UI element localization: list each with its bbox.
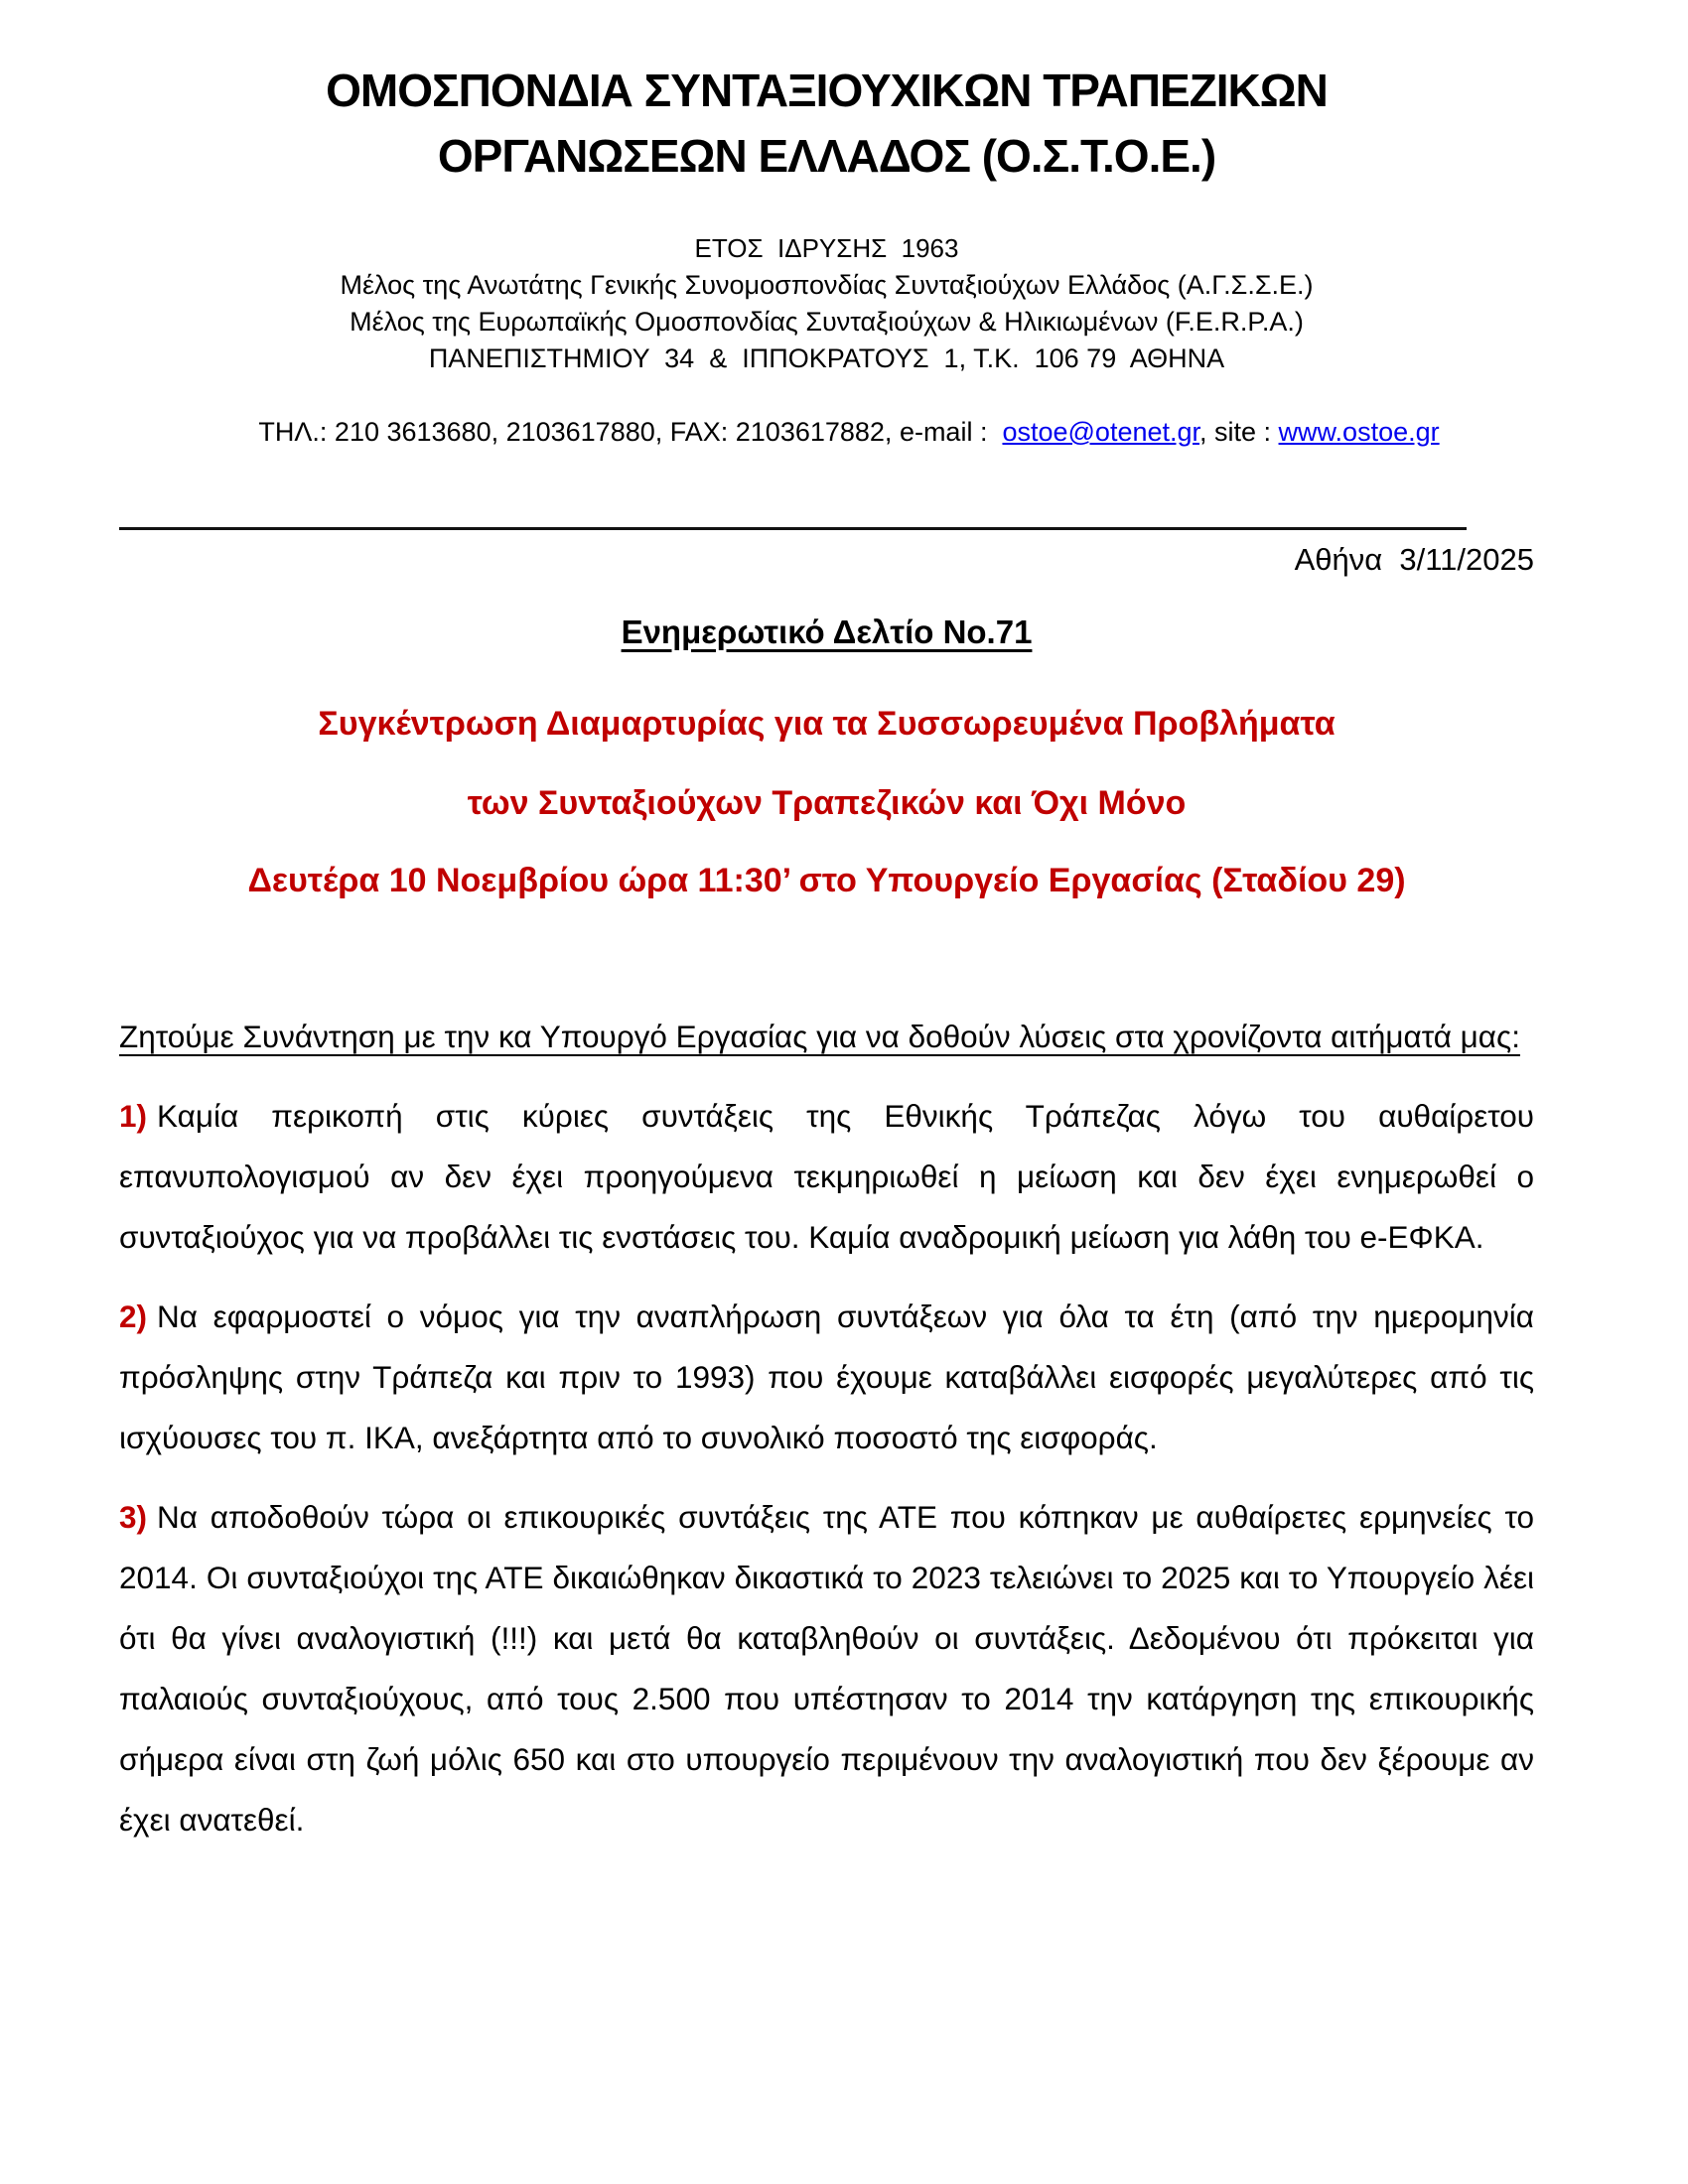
item-1-text: Καμία περικοπή στις κύριες συντάξεις της Εθνικής Τράπεζας λόγω του αυθαίρετου επανυπολογισμού αν δεν έχει προηγούμενα τεκμηριωθεί η μείωση και δεν έχει ενημερωθεί ο συνταξιούχος για να προβάλλει τις ενστάσεις του. Καμία αναδρομική μείωση για λάθη του e-ΕΦΚΑ.	[119, 1098, 1534, 1255]
contact-site-label: , site :	[1199, 417, 1279, 447]
org-title-line2: ΟΡΓΑΝΩΣΕΩΝ ΕΛΛΑΔΟΣ (Ο.Σ.Τ.Ο.Ε.)	[437, 130, 1216, 182]
list-item-3	[119, 1487, 1534, 1850]
list-item-2	[119, 1287, 1534, 1468]
contact-line	[119, 377, 1534, 487]
membership-ferpa-line: Μέλος της Ευρωπαϊκής Ομοσπονδίας Συνταξιούχων & Ηλικιωμένων (F.E.R.P.A.)	[350, 307, 1304, 337]
founded-year-line: ΕΤΟΣ ΙΔΡΥΣΗΣ 1963	[694, 233, 959, 263]
membership-agsse-line: Μέλος της Ανωτάτης Γενικής Συνομοσπονδίας Συνταξιούχων Ελλάδος (Α.Γ.Σ.Σ.Ε.)	[340, 270, 1314, 300]
horizontal-divider	[119, 527, 1467, 530]
org-title-line1: ΟΜΟΣΠΟΝΔΙΑ ΣΥΝΤΑΞΙΟΥΧΙΚΩΝ ΤΡΑΠΕΖΙΚΩΝ	[326, 65, 1328, 116]
intro-text: Ζητούμε Συνάντηση με την κα Υπουργό Εργασίας για να δοθούν λύσεις στα χρονίζοντα αιτήματά μας:	[119, 1019, 1520, 1054]
headline-line1: Συγκέντρωση Διαμαρτυρίας για τα Συσσωρευμένα Προβλήματα	[318, 705, 1336, 743]
item-2-number: 2)	[119, 1298, 148, 1334]
list-item-1	[119, 1086, 1534, 1268]
address-line: ΠΑΝΕΠΙΣΤΗΜΙΟΥ 34 & ΙΠΠΟΚΡΑΤΟΥΣ 1, Τ.Κ. 106 79 ΑΘΗΝΑ	[428, 343, 1225, 373]
bulletin-body	[119, 614, 1534, 1850]
headline-line3: Δευτέρα 10 Νοεμβρίου ώρα 11:30’ στο Υπουργείο Εργασίας (Σταδίου 29)	[247, 862, 1406, 899]
website-link[interactable]: www.ostoe.gr	[1278, 417, 1440, 447]
contact-phones-text: ΤΗΛ.: 210 3613680, 2103617880, FAX: 2103617882, e-mail :	[258, 417, 1003, 447]
item-3-number: 3)	[119, 1499, 148, 1535]
item-3-text: Να αποδοθούν τώρα οι επικουρικές συντάξεις της ΑΤΕ που κόπηκαν με αυθαίρετες ερμηνείες το 2014. Οι συνταξιούχοι της ΑΤΕ δικαιώθηκαν δικαστικά το 2023 τελειώνει το 2025 και το Υπουργείο λέει ότι θα γίνει αναλογιστική (!!!) και μετά θα καταβληθούν οι συντάξεις. Δεδομένου ότι πρόκειται για παλαιούς συνταξιούχους, από τους 2.500 που υπέστησαν το 2014 την κατάργηση της επικουρικής σήμερα είναι στη ζωή μόλις 650 και στο υπουργείο περιμένουν την αναλογιστική που δεν ξέρουμε αν έχει ανατεθεί.	[119, 1499, 1534, 1838]
intro-paragraph	[119, 1007, 1534, 1067]
email-link[interactable]: ostoe@otenet.gr	[1002, 417, 1200, 447]
date-line: Αθήνα 3/11/2025	[1294, 542, 1534, 577]
item-1-number: 1)	[119, 1098, 148, 1134]
letterhead	[119, 58, 1534, 580]
bulletin-title: Ενημερωτικό Δελτίο Νο.71	[621, 614, 1033, 650]
headline-line2: των Συνταξιούχων Τραπεζικών και Όχι Μόνο	[467, 784, 1187, 822]
item-2-text: Να εφαρμοστεί ο νόμος για την αναπλήρωση συντάξεων για όλα τα έτη (από την ημερομηνία πρόσληψης στην Τράπεζα και πριν το 1993) που έχουμε καταβάλλει εισφορές μεγαλύτερες από τις ισχύουσες του π. ΙΚΑ, ανεξάρτητα από το συνολικό ποσοστό της εισφοράς.	[119, 1298, 1534, 1455]
